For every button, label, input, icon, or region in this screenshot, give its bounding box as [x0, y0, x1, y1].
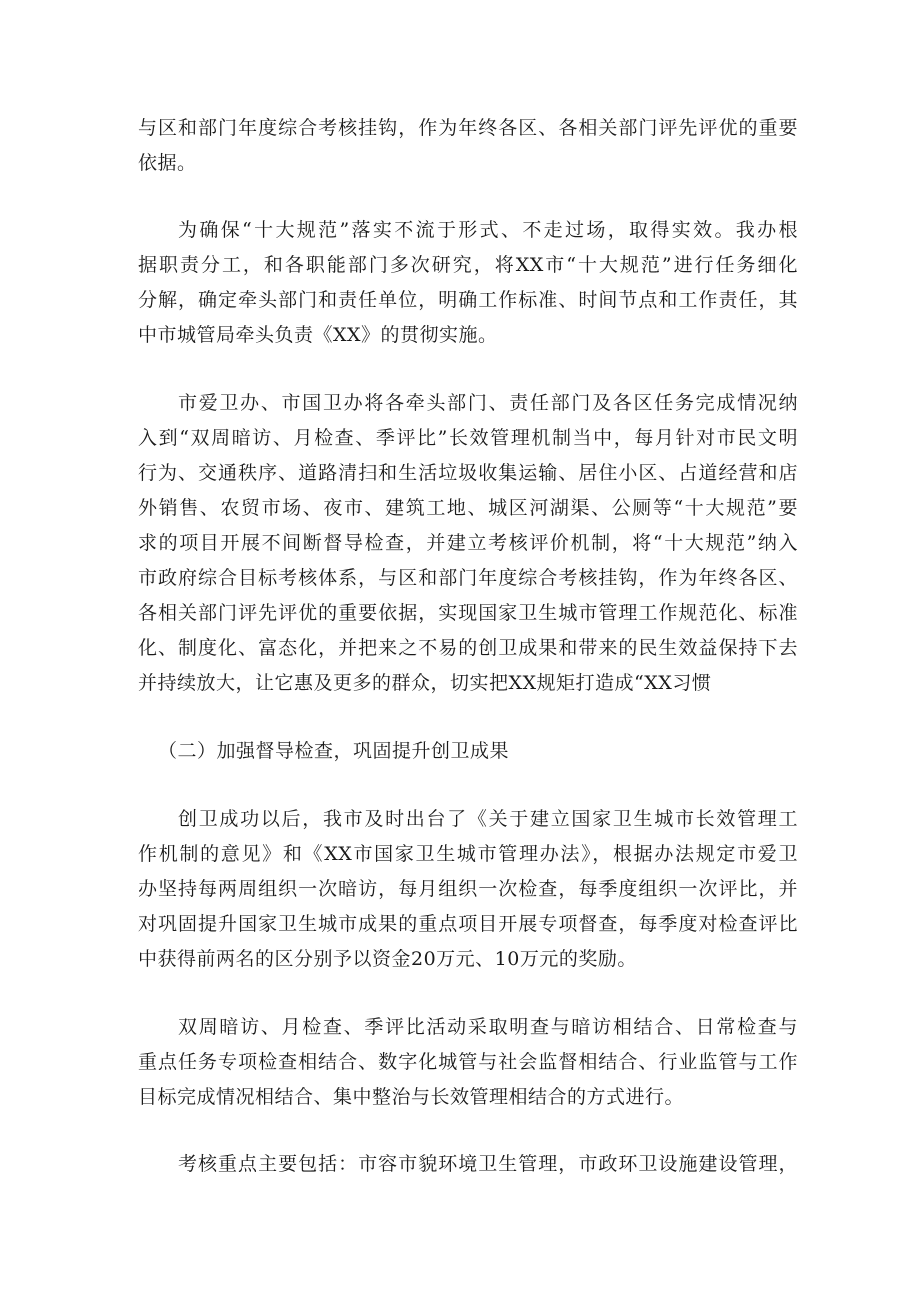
paragraph-line: 与区和部门年度综合考核挂钩，作为年终各区、各相关部门评先评优的重要 — [138, 117, 798, 139]
paragraph-line: 外销售、农贸市场、夜市、建筑工地、城区河湖渠、公厕等“十大规范”要 — [138, 497, 798, 519]
paragraph-line: 市政府综合目标考核体系，与区和部门年度综合考核挂钩，作为年终各区、 — [138, 567, 798, 589]
paragraph-line: 各相关部门评先评优的重要依据，实现国家卫生城市管理工作规范化、标准 — [138, 602, 798, 624]
paragraph-line: 为确保“十大规范”落实不流于形式、不走过场，取得实效。我办根 — [178, 219, 798, 241]
paragraph-line: 作机制的意见》和《XX市国家卫生城市管理办法》，根据办法规定市爱卫 — [138, 843, 798, 865]
paragraph-line: 并持续放大，让它惠及更多的群众，切实把XX规矩打造成“XX习惯 — [138, 672, 712, 694]
paragraph-line: 行为、交通秩序、道路清扫和生活垃圾收集运输、居住小区、占道经营和店 — [138, 462, 798, 484]
paragraph-line: 中市城管局牵头负责《XX》的贯彻实施。 — [138, 324, 498, 346]
paragraph-line: 对巩固提升国家卫生城市成果的重点项目开展专项督查，每季度对检查评比 — [138, 913, 798, 935]
paragraph-line: 双周暗访、月检查、季评比活动采取明查与暗访相结合、日常检查与 — [178, 1016, 798, 1038]
paragraph-line: 创卫成功以后，我市及时出台了《关于建立国家卫生城市长效管理工 — [178, 808, 798, 830]
section-heading: （二）加强督导检查，巩固提升创卫成果 — [158, 740, 510, 762]
paragraph-line: 化、制度化、富态化，并把来之不易的创卫成果和带来的民生效益保持下去 — [138, 637, 798, 659]
paragraph-line: 求的项目开展不间断督导检查，并建立考核评价机制，将“十大规范”纳入 — [138, 532, 798, 554]
paragraph-line: 依据。 — [138, 152, 197, 174]
paragraph-line: 重点任务专项检查相结合、数字化城管与社会监督相结合、行业监管与工作 — [138, 1051, 798, 1073]
paragraph-line: 考核重点主要包括：市容市貌环境卫生管理，市政环卫设施建设管理， — [178, 1153, 798, 1175]
paragraph-line: 据职责分工，和各职能部门多次研究，将XX市“十大规范”进行任务细化 — [138, 254, 798, 276]
paragraph-line: 市爱卫办、市国卫办将各牵头部门、责任部门及各区任务完成情况纳 — [178, 392, 798, 414]
paragraph-line: 分解，确定牵头部门和责任单位，明确工作标准、时间节点和工作责任，其 — [138, 289, 798, 311]
paragraph-line: 入到“双周暗访、月检查、季评比”长效管理机制当中，每月针对市民文明 — [138, 427, 798, 449]
paragraph-line: 目标完成情况相结合、集中整治与长效管理相结合的方式进行。 — [138, 1086, 685, 1108]
paragraph-line: 中获得前两名的区分别予以资金20万元、10万元的奖励。 — [138, 948, 637, 970]
paragraph-line: 办坚持每两周组织一次暗访，每月组织一次检查，每季度组织一次评比，并 — [138, 878, 798, 900]
